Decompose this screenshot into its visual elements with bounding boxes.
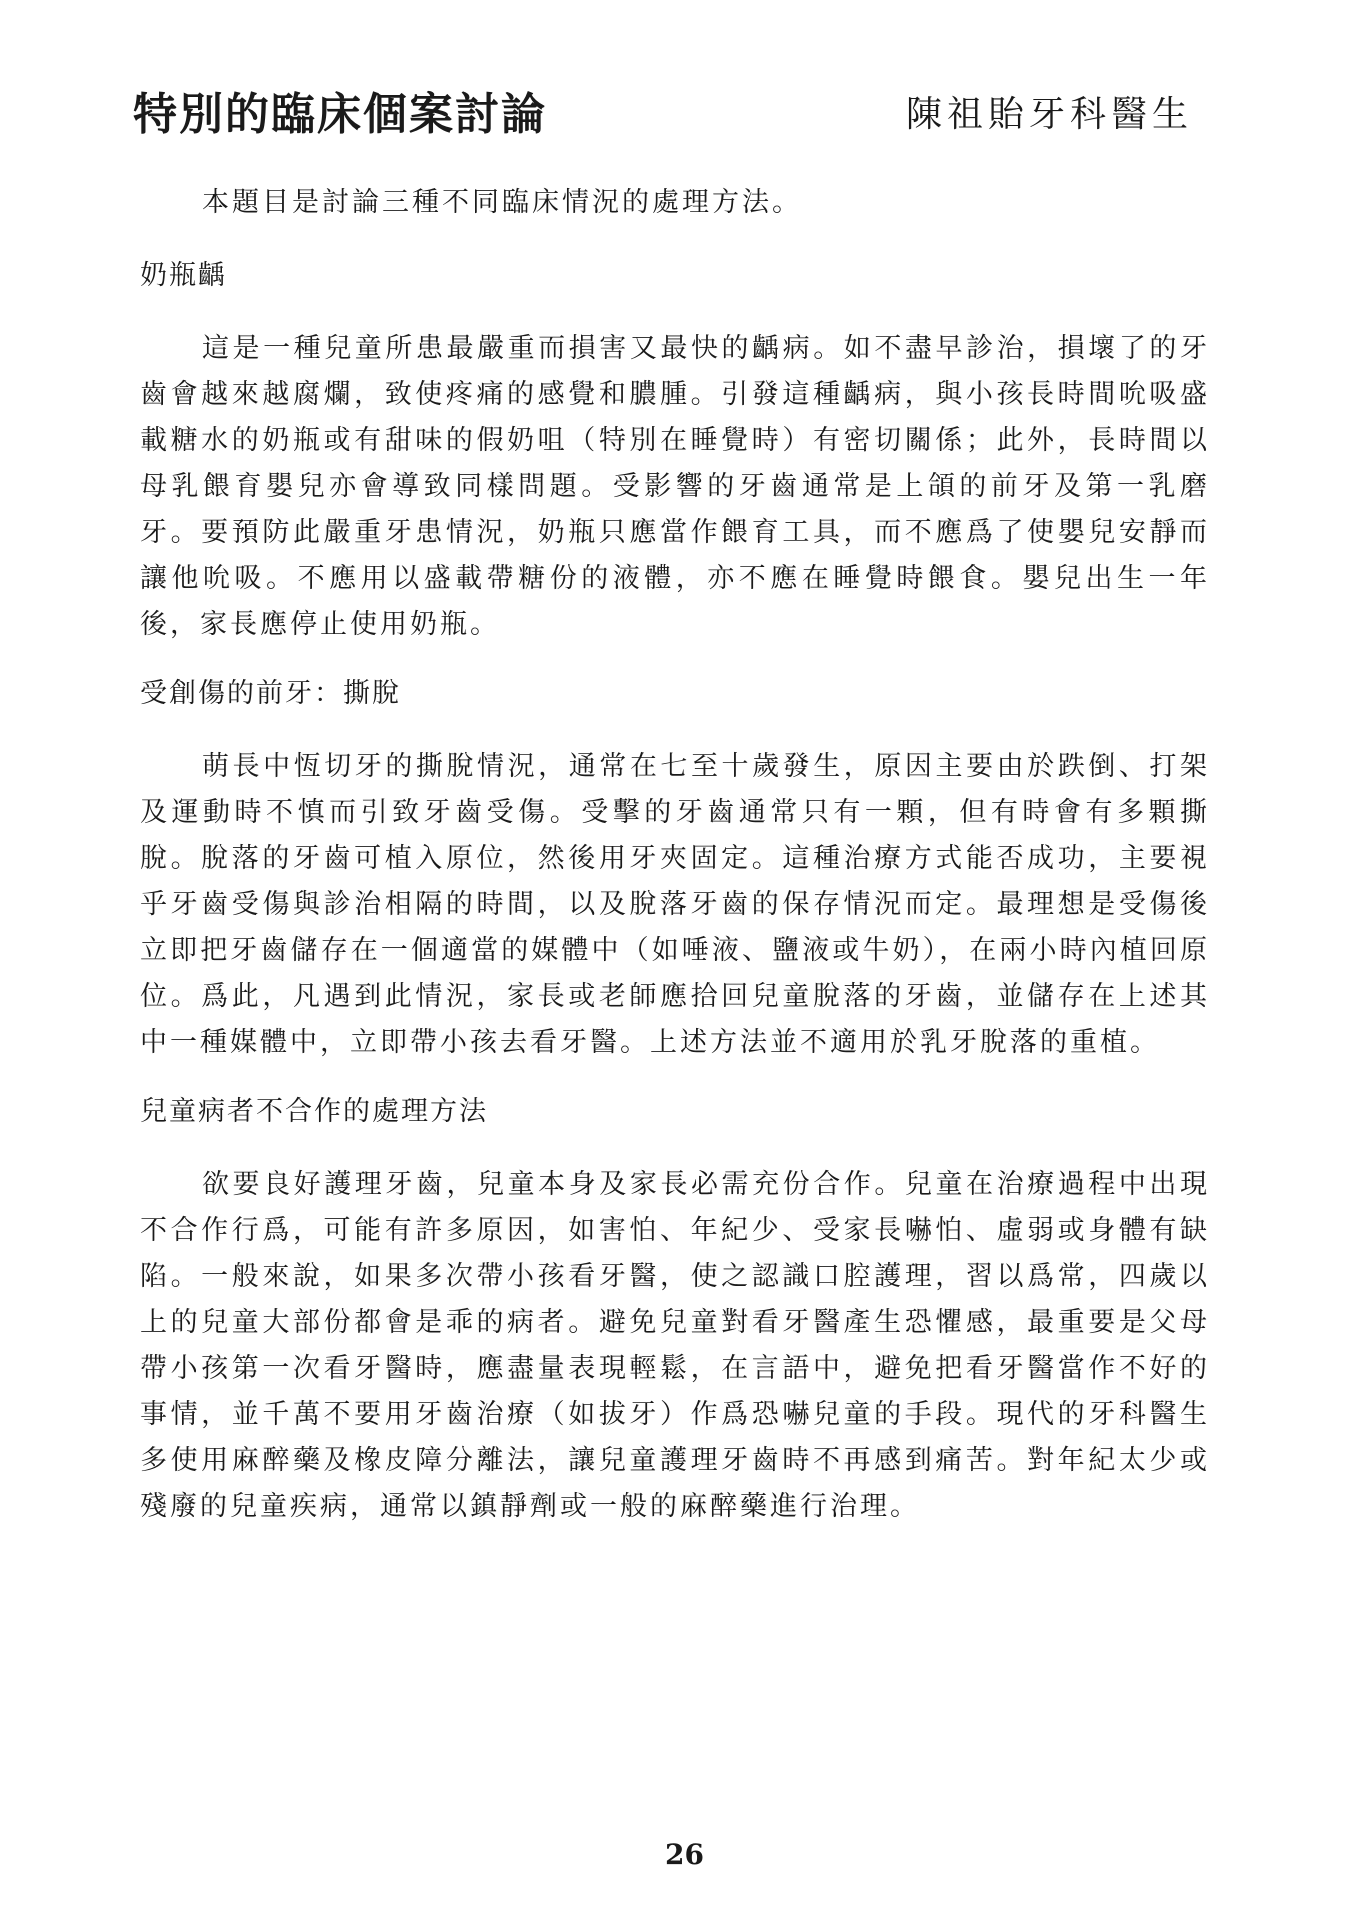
section-body-tooth-avulsion: 萌長中恆切牙的撕脫情況，通常在七至十歲發生，原因主要由於跌倒、打架及運動時不慎而引致牙齒受傷。受擊的牙齒通常只有一顆，但有時會有多顆撕脫。脫落的牙齒可植入原位，然後用牙夾固定。這種治療方式能否成功，主要視乎牙齒受傷與診治相隔的時間，以及脫落牙齒的保存情況而定。最理想是受傷後立即把牙齒儲存在一個適當的媒體中（如唾液、鹽液或牛奶），在兩小時內植回原位。爲此，凡遇到此情況，家長或老師應拾回兒童脫落的牙齒，並儲存在上述其中一種媒體中，立即帶小孩去看牙醫。上述方法並不適用於乳牙脫落的重植。 [140,751,1210,1058]
section-heading-tooth-avulsion: 受創傷的前牙：撕脫 [140,678,401,709]
section-heading-uncooperative-child: 兒童病者不合作的處理方法 [140,1096,488,1127]
section-body-baby-bottle-caries: 這是一種兒童所患最嚴重而損害又最快的齲病。如不盡早診治，損壞了的牙齒會越來越腐爛，致使疼痛的感覺和膿腫。引發這種齲病，與小孩長時間吮吸盛載糖水的奶瓶或有甜味的假奶咀（特別在睡覺時）有密切關係；此外，長時間以母乳餵育嬰兒亦會導致同樣問題。受影響的牙齒通常是上頜的前牙及第一乳磨牙。要預防此嚴重牙患情況，奶瓶只應當作餵育工具，而不應爲了使嬰兒安靜而讓他吮吸。不應用以盛載帶糖份的液體，亦不應在睡覺時餵食。嬰兒出生一年後，家長應停止使用奶瓶。 [140,333,1210,640]
section-heading-baby-bottle-caries: 奶瓶齲 [140,260,227,291]
author-name: 陳祖貽牙科醫生 [905,94,1193,135]
intro-paragraph: 本題目是討論三種不同臨床情況的處理方法。 [202,187,802,218]
document-body [140,180,1210,1556]
page-number: 26 [665,1838,704,1871]
page-title: 特別的臨床個案討論 [133,89,547,140]
section-body-uncooperative-child: 欲要良好護理牙齒，兒童本身及家長必需充份合作。兒童在治療過程中出現不合作行爲，可能有許多原因，如害怕、年紀少、受家長嚇怕、虛弱或身體有缺陷。一般來說，如果多次帶小孩看牙醫，使之認識口腔護理，習以爲常，四歲以上的兒童大部份都會是乖的病者。避免兒童對看牙醫產生恐懼感，最重要是父母帶小孩第一次看牙醫時，應盡量表現輕鬆，在言語中，避免把看牙醫當作不好的事情，並千萬不要用牙齒治療（如拔牙）作爲恐嚇兒童的手段。現代的牙科醫生多使用麻醉藥及橡皮障分離法，讓兒童護理牙齒時不再感到痛苦。對年紀太少或殘廢的兒童疾病，通常以鎮靜劑或一般的麻醉藥進行治理。 [140,1169,1210,1522]
